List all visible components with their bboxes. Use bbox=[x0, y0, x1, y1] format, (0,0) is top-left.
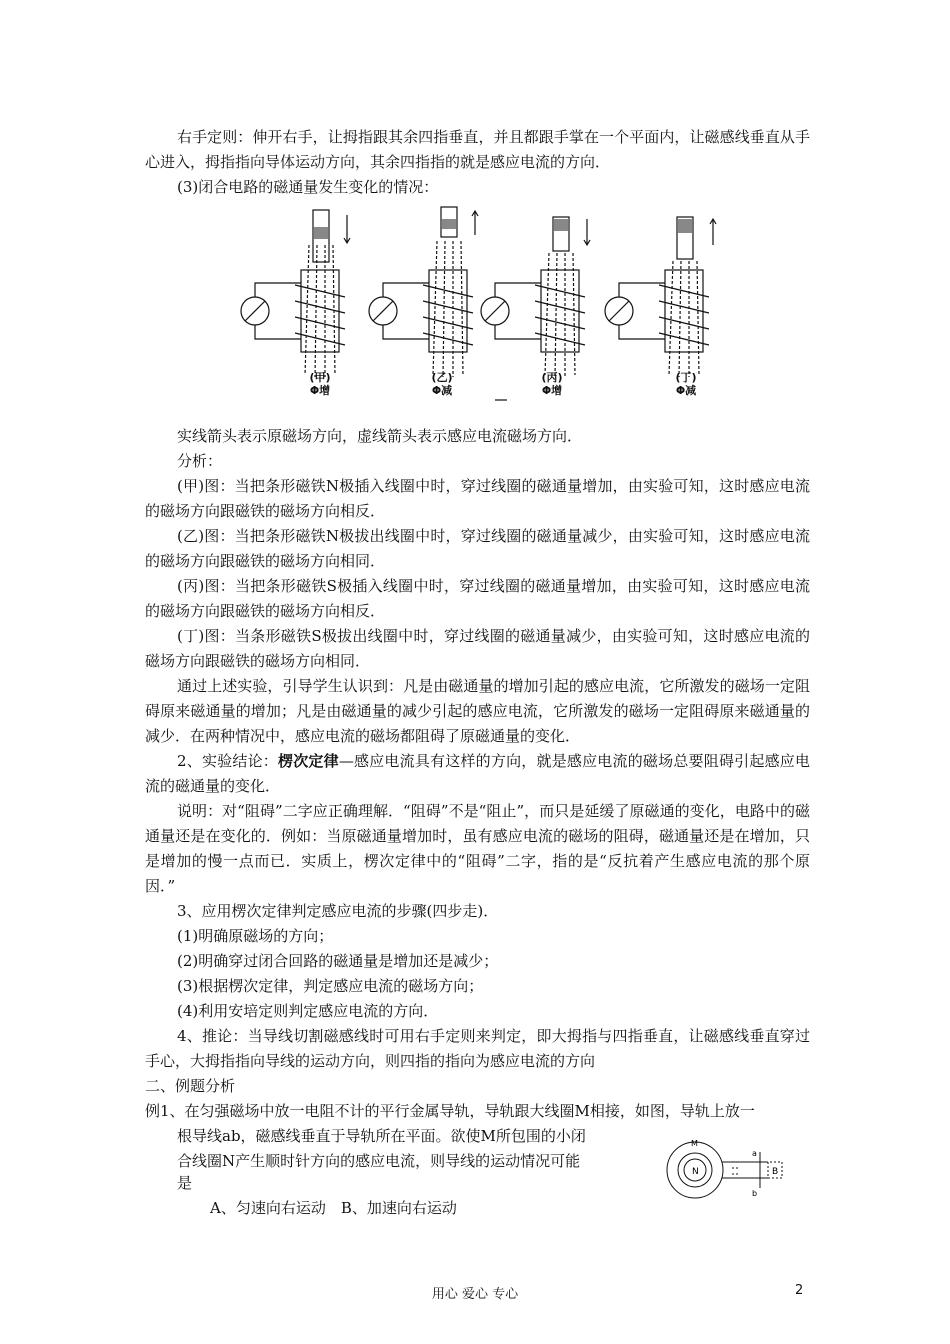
lenz-law-term: 楞次定律 bbox=[277, 752, 339, 770]
paragraph-analysis-label: 分析： bbox=[177, 452, 223, 470]
step-4: (4)利用安培定则判定感应电流的方向． bbox=[177, 1002, 439, 1020]
paragraph-arrow-legend: 实线箭头表示原磁场方向，虚线箭头表示感应电流磁场方向． bbox=[177, 427, 583, 445]
caption-bing: (丙) Φ增 bbox=[541, 371, 563, 397]
label-B: B bbox=[772, 1167, 779, 1177]
paragraph-analysis-jia: (甲)图：当把条形磁铁N极插入线圈中时，穿过线圈的磁通量增加，由实验可知，这时感应电流的磁场方向跟磁铁的磁场方向相反． bbox=[145, 477, 810, 520]
experiment-panel-jia bbox=[241, 210, 350, 377]
conclusion-text: —感应电流具有这样的方向，就是感应电流的磁场总要阻碍引起感应电流的磁通量的变化． bbox=[145, 752, 810, 795]
experiment-panel-ding bbox=[605, 217, 716, 377]
label-M: M bbox=[691, 1140, 698, 1148]
paragraph-analysis-ding: (丁)图：当条形磁铁S极拔出线圈中时，穿过线圈的磁通量减少，由实验可知，这时感应电流的磁场方向跟磁铁的磁场方向相同． bbox=[145, 627, 810, 670]
step-2: (2)明确穿过闭合回路的磁通量是增加还是减少； bbox=[177, 952, 499, 970]
paragraph-steps-title: 3、应用楞次定律判定感应电流的步骤(四步走)． bbox=[177, 902, 499, 920]
step-3: (3)根据楞次定律，判定感应电流的磁场方向； bbox=[177, 977, 484, 995]
paragraph-lenz-conclusion bbox=[145, 749, 810, 799]
label-a: a bbox=[752, 1149, 757, 1158]
paragraph-explanation: 说明：对“阻碍”二字应正确理解．“阻碍”不是“阻止”，而只是延缓了原磁通的变化，电路中的磁通量还是在变化的．例如：当原磁通量增加时，虽有感应电流的磁场的阻碍，磁通量还是在增加，只是增加的慢一点而已．实质上，楞次定律中的“阻碍”二字，指的是“反抗着产生感应电流的那个原因．” bbox=[145, 802, 810, 895]
example-1-options: A、匀速向右运动 B、加速向右运动 bbox=[210, 1199, 457, 1217]
experiment-panel-yi bbox=[369, 207, 478, 377]
paragraph-summary: 通过上述实验，引导学生认识到：凡是由磁通量的增加引起的感应电流，它所激发的磁场一定阻碍原来磁通量的增加；凡是由磁通量的减少引起的感应电流，它所激发的磁场一定阻碍原来磁通量的减少．在两种情况中，感应电流的磁场都阻碍了原磁通量的变化． bbox=[145, 677, 810, 745]
paragraph-flux-change-title: (3)闭合电路的磁通量发生变化的情况： bbox=[177, 178, 439, 196]
experiment-panel-bing bbox=[481, 217, 590, 377]
example-1-line-2: 根导线ab，磁感线垂直于导轨所在平面。欲使M所包围的小闭 bbox=[177, 1127, 586, 1145]
example-1-figure bbox=[660, 1140, 800, 1200]
example-1-line-4: 是 bbox=[177, 1174, 193, 1192]
paragraph-corollary: 4、推论：当导线切割磁感线时可用右手定则来判定，即大拇指与四指垂直，让磁感线垂直穿过手心，大拇指指向导线的运动方向，则四指的指向为感应电流的方向 bbox=[145, 1027, 810, 1070]
paragraph-right-hand-rule: 右手定则：伸开右手，让拇指跟其余四指垂直，并且都跟手掌在一个平面内，让磁感线垂直从手心进入，拇指指向导体运动方向，其余四指指的就是感应电流的方向． bbox=[145, 128, 810, 171]
paragraph-analysis-bing: (丙)图：当把条形磁铁S极插入线圈中时，穿过线圈的磁通量增加，由实验可知，这时感应电流的磁场方向跟磁铁的磁场方向相反． bbox=[145, 577, 810, 620]
example-1-line-1: 例1、在匀强磁场中放一电阻不计的平行金属导轨，导轨跟大线圈M相接，如图，导轨上放一 bbox=[145, 1102, 755, 1120]
example-1-line-3: 合线圈N产生顺时针方向的感应电流，则导线的运动情况可能 bbox=[177, 1152, 581, 1170]
caption-ding: (丁) Φ减 bbox=[675, 371, 697, 397]
label-N: N bbox=[692, 1167, 699, 1177]
page-number: 2 bbox=[795, 1283, 804, 1298]
page-footer: 用心 爱心 专心 bbox=[431, 1287, 519, 1302]
label-b: b bbox=[752, 1189, 758, 1198]
section-heading-examples: 二、例题分析 bbox=[145, 1077, 236, 1095]
caption-jia: (甲) Φ增 bbox=[309, 371, 331, 397]
paragraph-analysis-yi: (乙)图：当把条形磁铁N极拔出线圈中时，穿过线圈的磁通量减少，由实验可知，这时感应电流的磁场方向跟磁铁的磁场方向相同． bbox=[145, 527, 810, 570]
step-1: (1)明确原磁场的方向； bbox=[177, 927, 334, 945]
conclusion-prefix: 2、实验结论： bbox=[177, 752, 278, 770]
caption-yi: (乙) Φ减 bbox=[431, 371, 453, 397]
